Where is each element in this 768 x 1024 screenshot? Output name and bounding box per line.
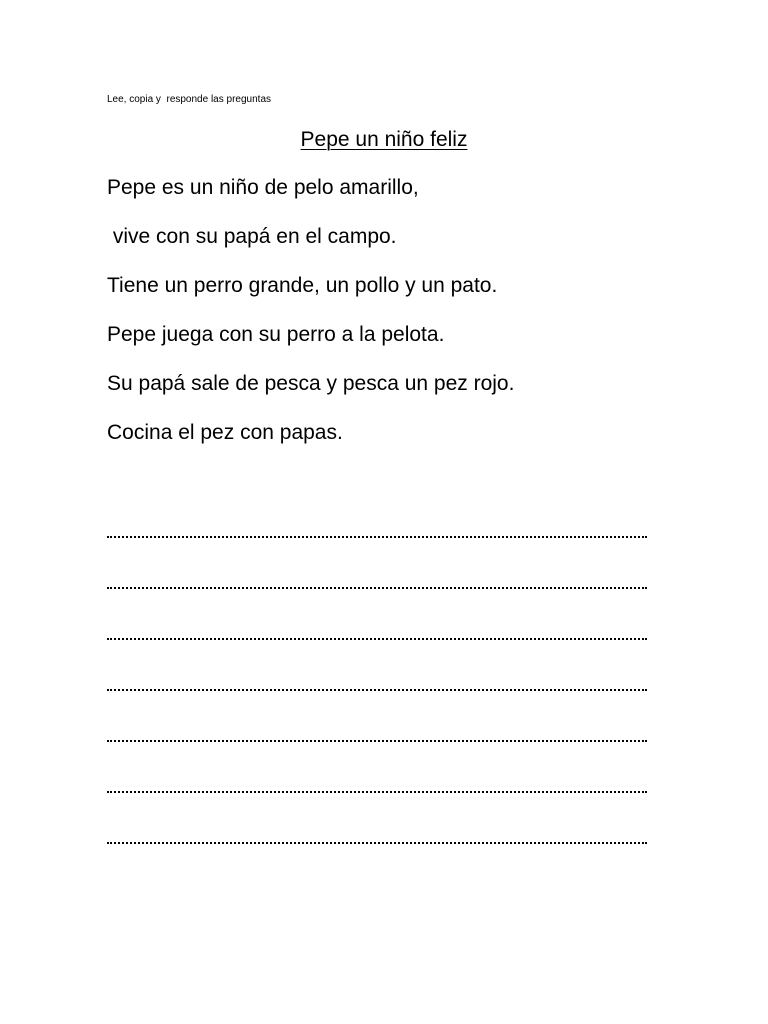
answer-line[interactable] — [107, 573, 647, 589]
story-title — [0, 126, 768, 154]
answer-line[interactable] — [107, 777, 647, 793]
answer-lines — [107, 522, 647, 879]
story-title-text: Pepe un niño feliz — [300, 128, 468, 151]
answer-line[interactable] — [107, 675, 647, 691]
story-line: Pepe es un niño de pelo amarillo, — [107, 176, 419, 199]
story-text — [107, 174, 707, 468]
story-line: Pepe juega con su perro a la pelota. — [107, 323, 445, 346]
story-line: Cocina el pez con papas. — [107, 421, 343, 444]
story-line: vive con su papá en el campo. — [107, 225, 397, 248]
answer-line[interactable] — [107, 522, 647, 538]
story-line: Su papá sale de pesca y pesca un pez rojo. — [107, 372, 515, 395]
answer-line[interactable] — [107, 828, 647, 844]
answer-line[interactable] — [107, 624, 647, 640]
answer-line[interactable] — [107, 726, 647, 742]
story-line: Tiene un perro grande, un pollo y un pato. — [107, 274, 498, 297]
instruction-text: Lee, copia y responde las preguntas — [107, 94, 271, 105]
